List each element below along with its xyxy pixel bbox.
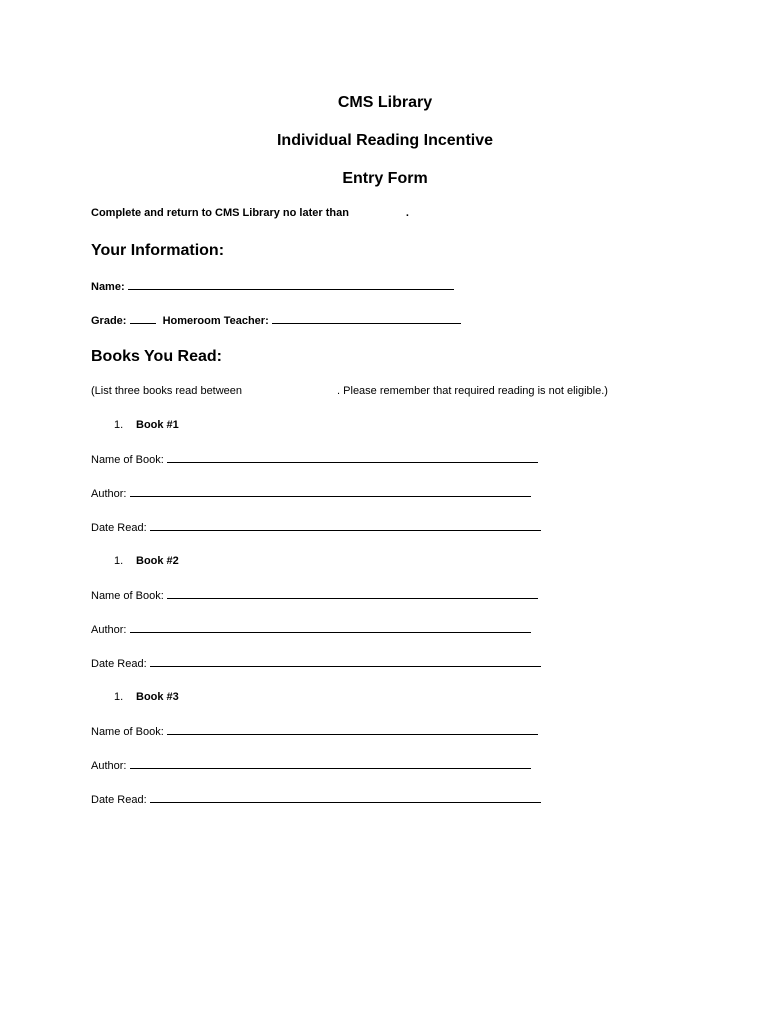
book-2-name-label: Name of Book: [91,590,164,602]
book-1-date-label: Date Read: [91,522,147,534]
book-2-date-field[interactable] [150,657,541,667]
book-2-heading: Book #2 [136,555,179,567]
book-1-name-label: Name of Book: [91,454,164,466]
book-2-name-field[interactable] [167,589,538,599]
title-entry-form: Entry Form [342,170,428,187]
book-2-date-row [91,657,541,670]
grade-label: Grade: [91,315,127,327]
book-1-date-field[interactable] [150,521,541,531]
books-you-read-heading: Books You Read: [91,348,222,365]
book-1-author-row [91,487,531,500]
book-3-date-field[interactable] [150,793,541,803]
book-2-number: 1. [114,555,124,567]
book-2-author-field[interactable] [130,623,531,633]
book-2-name-row [91,589,538,602]
grade-field[interactable] [130,314,156,324]
name-row [91,280,454,293]
homeroom-teacher-label: Homeroom Teacher: [162,315,269,327]
your-information-heading: Your Information: [91,242,225,259]
book-2-author-row [91,623,531,636]
return-notice-text: Complete and return to CMS Library no later than [91,207,349,219]
book-1-author-label: Author: [91,488,127,500]
book-3-date-row [91,793,541,806]
name-label: Name: [91,281,125,293]
book-2-author-label: Author: [91,624,127,636]
book-1-author-field[interactable] [130,487,531,497]
books-instruction-start: (List three books read between [91,385,243,397]
name-field[interactable] [128,280,454,290]
book-3-author-row [91,759,531,772]
book-3-date-label: Date Read: [91,794,147,806]
books-instruction-end: . Please remember that required reading is not eligible.) [337,385,608,397]
grade-row [91,314,461,327]
return-notice-period: . [405,207,409,219]
book-3-author-label: Author: [91,760,127,772]
return-notice [91,207,409,219]
book-3-name-field[interactable] [167,725,538,735]
book-3-heading: Book #3 [136,691,179,703]
book-1-name-row [91,453,538,466]
title-incentive: Individual Reading Incentive [276,132,494,149]
book-3-name-label: Name of Book: [91,726,164,738]
books-instruction [91,385,608,397]
book-2-date-label: Date Read: [91,658,147,670]
book-1-name-field[interactable] [167,453,538,463]
book-1-heading: Book #1 [136,419,179,431]
book-1-date-row [91,521,541,534]
book-1-number: 1. [114,419,124,431]
title-library: CMS Library [337,94,433,111]
book-3-author-field[interactable] [130,759,531,769]
homeroom-teacher-field[interactable] [272,314,461,324]
book-3-number: 1. [114,691,124,703]
book-3-name-row [91,725,538,738]
